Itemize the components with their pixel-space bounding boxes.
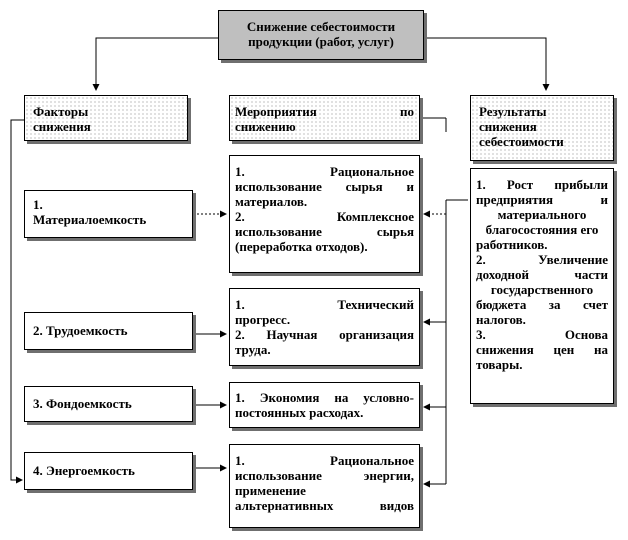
result-line-1: 1. Рост прибыли: [476, 177, 608, 192]
measure-4-line-2: использование энергии,: [235, 468, 414, 483]
measure-box-1: [229, 155, 420, 273]
factors-header: [24, 95, 188, 141]
factors-header-line-1: Факторы: [33, 104, 89, 119]
measures-header: [229, 95, 420, 141]
measure-1-line-1: 1. Рациональное: [235, 164, 414, 179]
factor-3-label: 3. Фондоемкость: [33, 396, 132, 411]
measure-4-line-4: альтернативных видов: [235, 498, 414, 513]
measure-1-line-3: материалов.: [235, 194, 308, 209]
factors-header-line-2: снижения: [33, 119, 91, 134]
measure-4-line-3: применение: [235, 483, 306, 498]
results-box: [470, 168, 614, 404]
results-header-line-2: снижения: [479, 119, 537, 134]
result-line-5: работников.: [476, 237, 548, 252]
factor-box-1: [24, 190, 193, 238]
measure-2-line-3: 2. Научная организация: [235, 327, 414, 342]
factor-box-3: [24, 386, 193, 422]
measures-header-line-2: снижению: [235, 119, 296, 134]
measure-4-line-1: 1. Рациональное: [235, 453, 414, 468]
measure-box-4: [229, 444, 420, 528]
measure-1-line-6: (переработка отходов).: [235, 239, 368, 254]
factor-box-4: [24, 452, 193, 490]
results-header-line-3: себестоимости: [479, 134, 564, 149]
measure-2-line-4: труда.: [235, 342, 271, 357]
result-line-4: благосостояния его: [485, 222, 599, 237]
factor-box-2: [24, 312, 193, 350]
measure-1-line-4: 2. Комплексное: [235, 209, 414, 224]
measure-2-line-1: 1. Технический: [235, 297, 414, 312]
top-box: [218, 10, 424, 60]
result-line-10: налогов.: [476, 312, 526, 327]
result-line-6: 2. Увеличение: [476, 252, 608, 267]
factor-4-label: 4. Энергоемкость: [33, 463, 135, 478]
measure-box-2: [229, 288, 420, 366]
result-line-3: материального: [497, 207, 587, 222]
top-box-line-2: продукции (работ, услуг): [248, 34, 394, 49]
measure-2-line-2: прогресс.: [235, 312, 291, 327]
factor-2-label: 2. Трудоемкость: [33, 323, 128, 338]
measure-1-line-5: использование сырья: [235, 224, 414, 239]
factor-1-line-2: Материалоемкость: [33, 212, 147, 227]
measure-3-line-1: 1. Экономия на условно-: [235, 390, 414, 405]
arrow-top-to-results: [425, 38, 546, 90]
measure-box-3: [229, 382, 420, 428]
measures-header-line-1: Мероприятия по: [235, 104, 414, 119]
results-header: [470, 95, 614, 161]
results-header-line-1: Результаты: [479, 104, 547, 119]
arrow-top-to-factors: [96, 38, 218, 90]
result-line-12: снижения цен на: [476, 342, 608, 357]
factor-1-line-1: 1.: [33, 197, 43, 212]
measure-3-line-2: постоянных расходах.: [235, 405, 364, 420]
top-box-line-1: Снижение себестоимости: [246, 19, 396, 34]
result-line-8: государственного: [490, 282, 594, 297]
result-line-2: предприятия и: [476, 192, 608, 207]
result-line-7: доходной части: [476, 267, 608, 282]
result-line-9: бюджета за счет: [476, 297, 608, 312]
result-line-11: 3. Основа: [476, 327, 608, 342]
arrow-factors-left-bus: [11, 120, 24, 480]
result-line-13: товары.: [476, 357, 523, 372]
measure-1-line-2: использование сырья и: [235, 179, 414, 194]
